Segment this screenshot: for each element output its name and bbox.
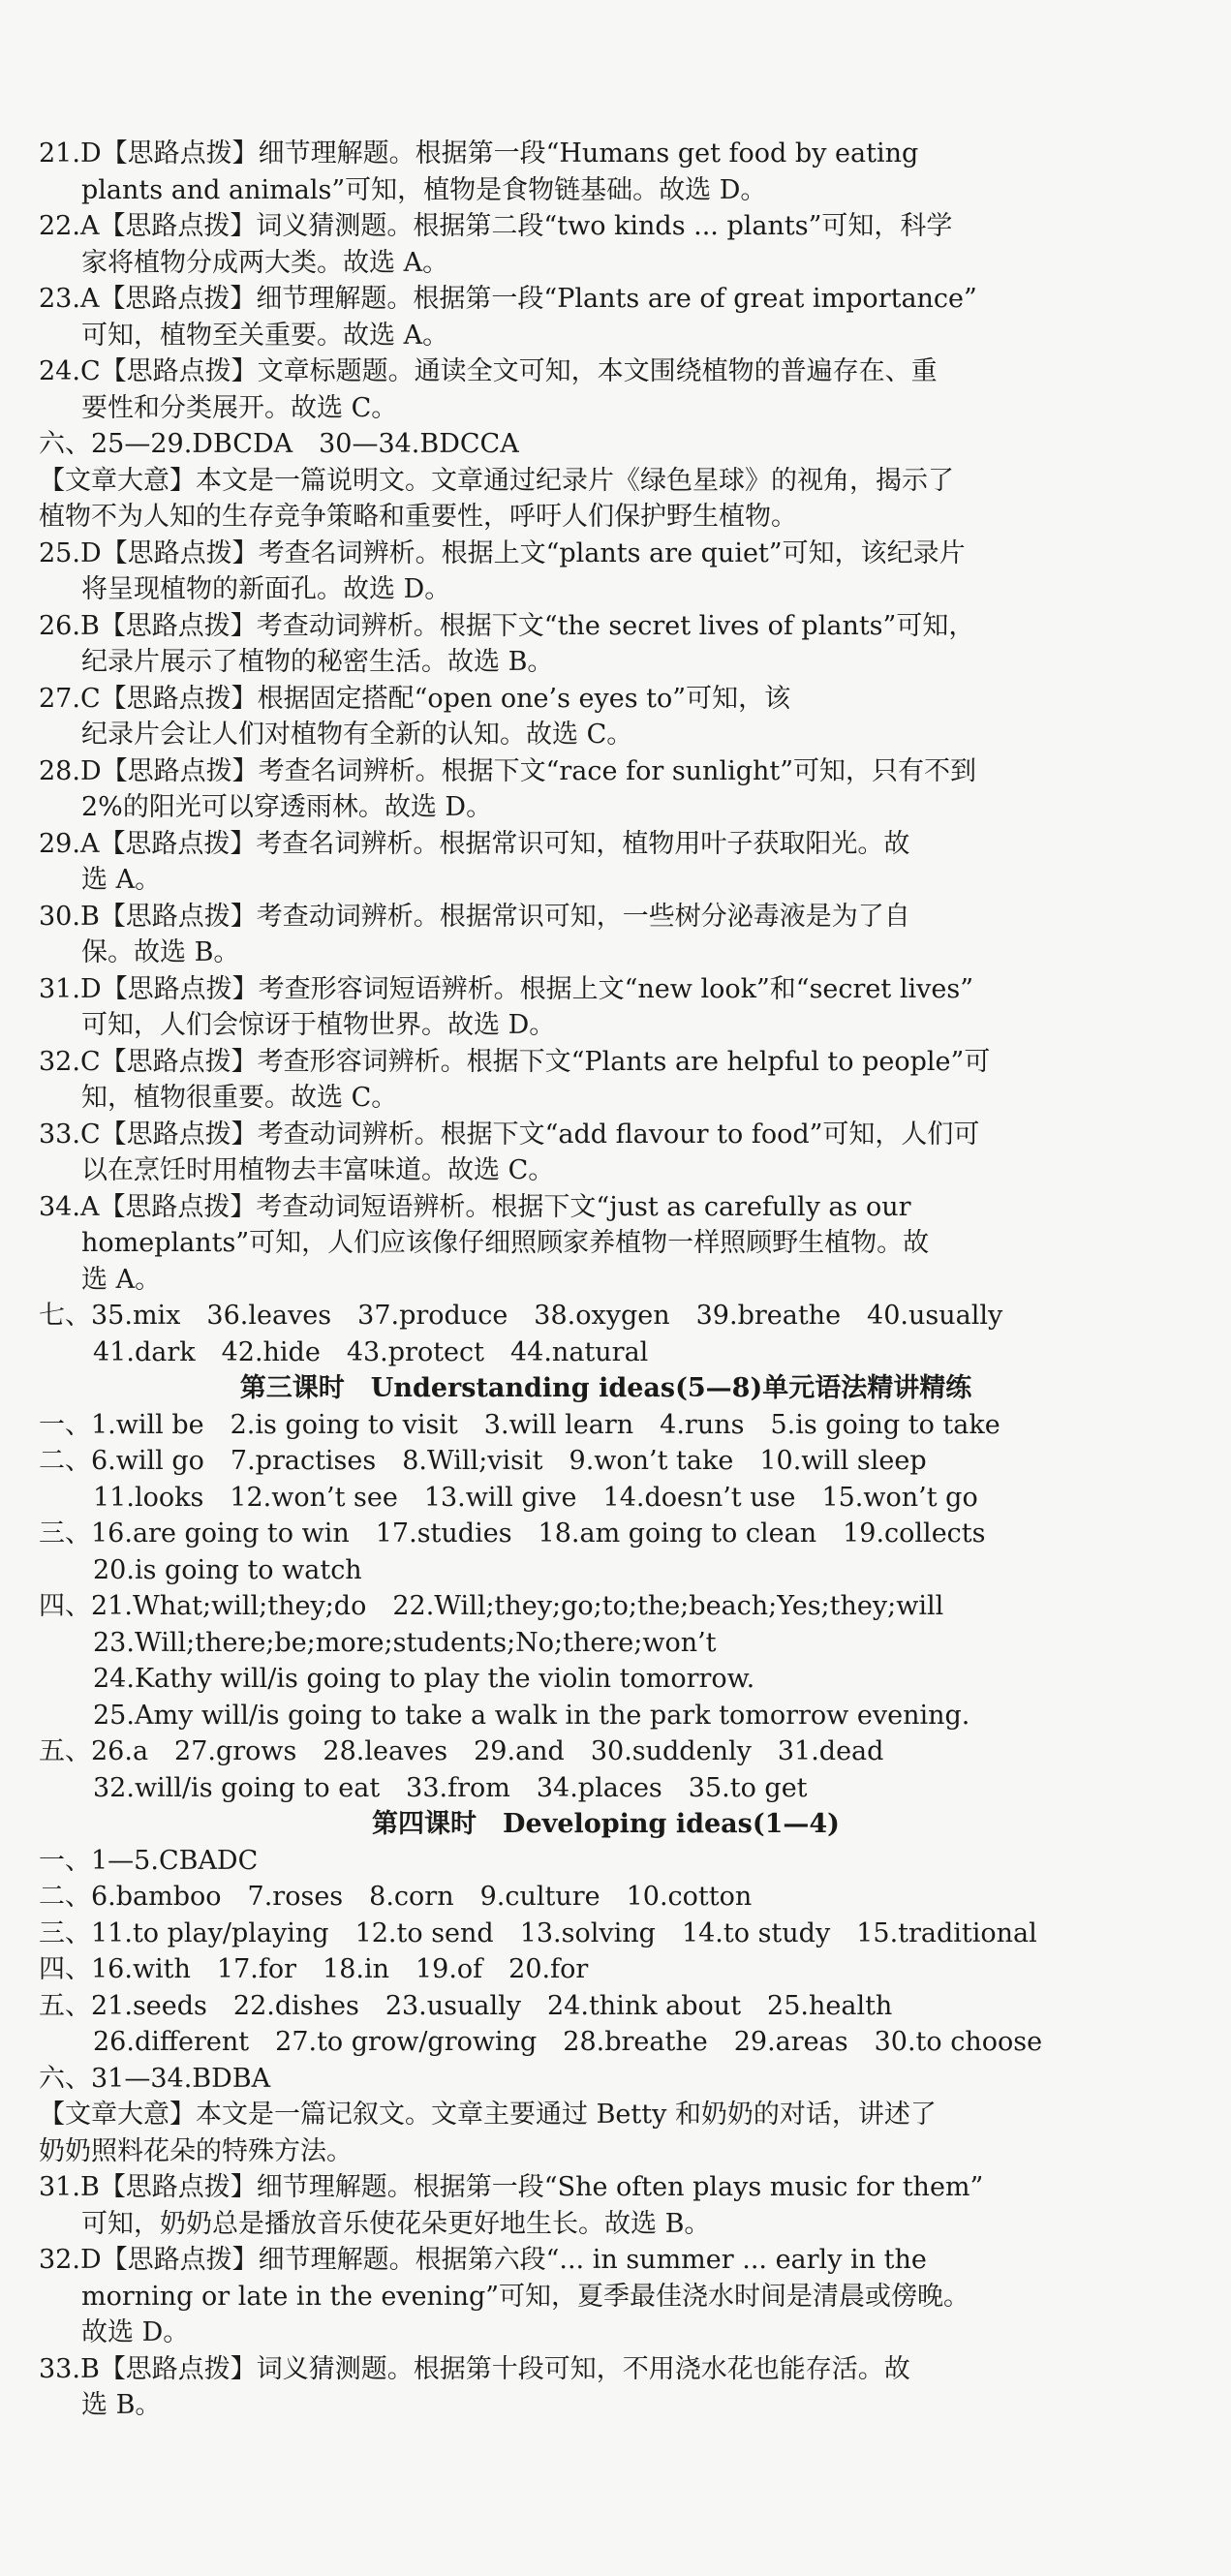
text-line: 23.A【思路点拨】细节理解题。根据第一段“Plants are of great importance”: [39, 284, 977, 314]
text-line: 六、25—29.DBCDA 30—34.BDCCA: [39, 429, 519, 459]
text-line: 21.D【思路点拨】细节理解题。根据第一段“Humans get food by eating: [39, 138, 919, 169]
text-line: 选 B。: [81, 2390, 162, 2420]
text-line: 25.Amy will/is going to take a walk in the park tomorrow evening.: [93, 1700, 970, 1731]
text-line: 31.B【思路点拨】细节理解题。根据第一段“She often plays music for them”: [39, 2172, 984, 2202]
text-line: 知，植物很重要。故选 C。: [81, 1083, 398, 1113]
text-line: 一、1.will be 2.is going to visit 3.will learn 4.runs 5.is going to take: [39, 1409, 1000, 1440]
text-line: 29.A【思路点拨】考查名词辨析。根据常识可知，植物用叶子获取阳光。故: [39, 828, 910, 859]
text-line: 【文章大意】本文是一篇记叙文。文章主要通过 Betty 和奶奶的对话，讲述了: [39, 2100, 937, 2130]
text-line: 【文章大意】本文是一篇说明文。文章通过纪录片《绿色星球》的视角，揭示了: [39, 465, 954, 496]
text-line: 一、1—5.CBADC: [39, 1845, 259, 1876]
text-line: 11.looks 12.won’t see 13.will give 14.doesn’t use 15.won’t go: [93, 1482, 978, 1513]
text-line: 四、16.with 17.for 18.in 19.of 20.for: [39, 1954, 589, 1984]
text-line: 30.B【思路点拨】考查动词辨析。根据常识可知，一些树分泌毒液是为了自: [39, 901, 910, 932]
text-line: homeplants”可知，人们应该像仔细照顾家养植物一样照顾野生植物。故: [81, 1228, 930, 1258]
text-line: 二、6.bamboo 7.roses 8.corn 9.culture 10.cotton: [39, 1882, 753, 1912]
text-line: 2%的阳光可以穿透雨林。故选 D。: [81, 792, 493, 822]
text-line: 34.A【思路点拨】考查动词短语辨析。根据下文“just as carefully as our: [39, 1191, 911, 1222]
text-line: 四、21.What;will;they;do 22.Will;they;go;to;the;beach;Yes;they;will: [39, 1591, 944, 1621]
text-line: 41.dark 42.hide 43.protect 44.natural: [93, 1336, 649, 1367]
text-line: 可知，植物至关重要。故选 A。: [81, 320, 449, 351]
text-line: morning or late in the evening”可知，夏季最佳浇水时间是清晨或傍晚。: [81, 2281, 970, 2312]
text-line: 28.D【思路点拨】考查名词辨析。根据下文“race for sunlight”可知，只有不到: [39, 755, 977, 786]
text-line: 可知，奶奶总是播放音乐使花朵更好地生长。故选 B。: [81, 2208, 711, 2239]
text-line: 五、26.a 27.grows 28.leaves 29.and 30.suddenly 31.dead: [39, 1736, 884, 1766]
text-line: 33.C【思路点拨】考查动词辨析。根据下文“add flavour to food”可知，人们可: [39, 1119, 980, 1150]
text-line: 要性和分类展开。故选 C。: [81, 392, 398, 423]
text-line: 24.C【思路点拨】文章标题题。通读全文可知，本文围绕植物的普遍存在、重: [39, 356, 938, 386]
section-heading: 第三课时 Understanding ideas(5—8)单元语法精讲精练: [239, 1373, 972, 1403]
text-line: 五、21.seeds 22.dishes 23.usually 24.think about 25.health: [39, 1990, 893, 2021]
text-line: 三、11.to play/playing 12.to send 13.solving 14.to study 15.traditional: [39, 1917, 1037, 1948]
text-line: 选 A。: [81, 865, 162, 895]
text-line: 选 A。: [81, 1264, 162, 1295]
text-line: 以在烹饪时用植物去丰富味道。故选 C。: [81, 1155, 555, 1185]
text-line: 纪录片展示了植物的秘密生活。故选 B。: [81, 647, 554, 677]
text-line: 26.different 27.to grow/growing 28.breathe 29.areas 30.to choose: [93, 2027, 1043, 2057]
text-line: 24.Kathy will/is going to play the violin tomorrow.: [93, 1664, 755, 1694]
text-line: 七、35.mix 36.leaves 37.produce 38.oxygen 39.breathe 40.usually: [39, 1301, 1003, 1331]
text-line: 奶奶照料花朵的特殊方法。: [39, 2135, 353, 2166]
section-heading: 第四课时 Developing ideas(1—4): [372, 1809, 840, 1839]
text-line: 32.C【思路点拨】考查形容词辨析。根据下文“Plants are helpful to people”可: [39, 1046, 991, 1077]
text-line: 23.Will;there;be;more;students;No;there;won’t: [93, 1627, 717, 1658]
text-line: 32.will/is going to eat 33.from 34.places 35.to get: [93, 1772, 808, 1803]
text-line: 二、6.will go 7.practises 8.Will;visit 9.won’t take 10.will sleep: [39, 1446, 927, 1476]
text-line: 31.D【思路点拨】考查形容词短语辨析。根据上文“new look”和“secret lives”: [39, 973, 973, 1004]
text-line: 26.B【思路点拨】考查动词辨析。根据下文“the secret lives of plants”可知，: [39, 610, 975, 641]
text-line: 20.is going to watch: [93, 1554, 362, 1585]
text-line: 家将植物分成两大类。故选 A。: [81, 247, 449, 278]
text-line: 33.B【思路点拨】词义猜测题。根据第十段可知，不用浇水花也能存活。故: [39, 2353, 910, 2384]
text-line: 32.D【思路点拨】细节理解题。根据第六段“... in summer ... early in the: [39, 2245, 927, 2275]
text-line: plants and animals”可知，植物是食物链基础。故选 D。: [81, 174, 767, 205]
text-line: 植物不为人知的生存竞争策略和重要性，呼吁人们保护野生植物。: [39, 502, 797, 532]
text-line: 25.D【思路点拨】考查名词辨析。根据上文“plants are quiet”可知，该纪录片: [39, 537, 966, 568]
text-line: 27.C【思路点拨】根据固定搭配“open one’s eyes to”可知，该: [39, 683, 791, 714]
text-line: 可知，人们会惊讶于植物世界。故选 D。: [81, 1010, 556, 1040]
text-line: 故选 D。: [81, 2317, 190, 2347]
text-line: 纪录片会让人们对植物有全新的认知。故选 C。: [81, 720, 633, 750]
text-line: 保。故选 B。: [81, 937, 240, 967]
text-line: 六、31—34.BDBA: [39, 2063, 271, 2094]
text-line: 22.A【思路点拨】词义猜测题。根据第二段“two kinds ... plants”可知，科学: [39, 211, 953, 241]
text-line: 三、16.are going to win 17.studies 18.am going to clean 19.collects: [39, 1518, 986, 1549]
text-line: 将呈现植物的新面孔。故选 D。: [81, 574, 451, 604]
